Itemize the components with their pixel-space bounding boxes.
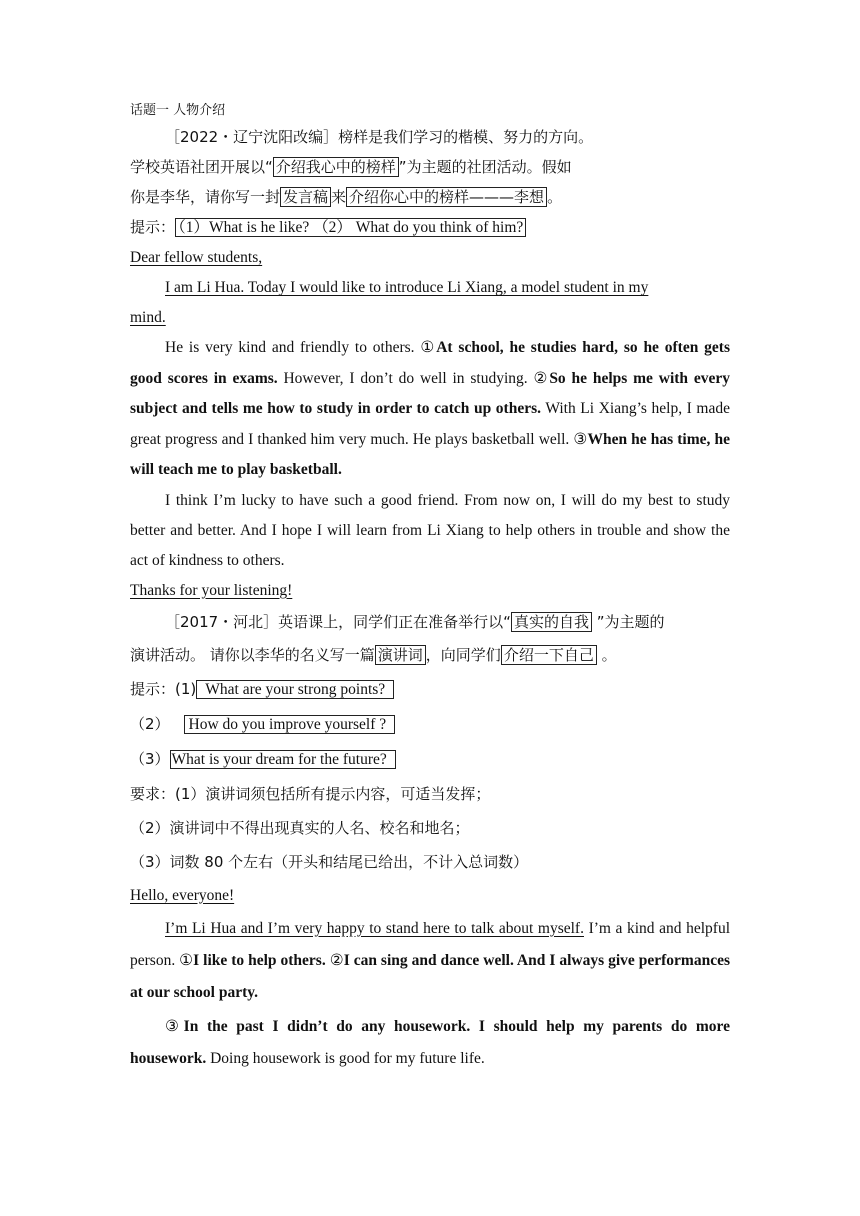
task1-genre-box: 发言稿 — [280, 187, 331, 207]
essay2-paragraph2: ③In the past I didn’t do any housework. I should help my parents do more housework. Doing housework is good for my future life. — [130, 1017, 730, 1067]
task2-hint1: 提示：(1) What are your strong points? — [130, 672, 730, 707]
task1-line3: 你是李华，请你写一封 发言稿 来 介绍你心中的榜样———李想 。 — [130, 188, 563, 206]
topic-heading: 话题一 人物介绍 — [130, 103, 226, 118]
essay2-paragraph1: I’m Li Hua and I’m very happy to stand here to talk about myself. I’m a kind and helpful person. ①I like to help others. ②I can sing and dance well. And I always give performances at our school party. — [130, 919, 730, 1001]
task2-hint2: （2） How do you improve yourself ? — [130, 707, 730, 742]
essay1-intro-line2: mind. — [130, 309, 166, 326]
task1-line2: 学校英语社团开展以“ 介绍我心中的榜样 ”为主题的社团活动。假如 — [130, 158, 572, 176]
task1-theme-box: 介绍我心中的榜样 — [273, 157, 399, 177]
essay1 — [130, 243, 730, 606]
task2-line1: ［2017・河北］英语课上，同学们正在准备举行以“ 真实的自我 ”为主题的 — [165, 612, 665, 631]
essay1-intro-line1: I am Li Hua. Today I would like to introduce Li Xiang, a model student in my — [165, 279, 649, 296]
essay1-greeting: Dear fellow students, — [130, 249, 263, 266]
task2-requirement1: 要求：(1）演讲词须包括所有提示内容，可适当发挥； — [130, 784, 491, 803]
task1-line1: ［2022・辽宁沈阳改编］榜样是我们学习的楷模、努力的方向。 — [165, 128, 594, 146]
task2-hint2-box: How do you improve yourself ? — [184, 715, 396, 734]
task1-hint-box: （1）What is he like? （2） What do you think of him? — [175, 218, 526, 237]
task1-hint: 提示： （1）What is he like? （2） What do you think of him? — [130, 212, 730, 243]
task2-hint3: （3） What is your dream for the future? — [130, 742, 730, 777]
essay2 — [130, 879, 730, 1075]
task1-purpose-box: 介绍你心中的榜样———李想 — [346, 187, 547, 207]
task2-genre-box: 演讲词 — [375, 645, 426, 665]
task2-purpose-box: 介绍一下自己 — [501, 645, 597, 665]
task2-hint3-box: What is your dream for the future? — [170, 750, 396, 769]
task2-theme-box: 真实的自我 — [511, 612, 592, 632]
essay1-paragraph1: He is very kind and friendly to others. ①At school, he studies hard, so he often gets good scores in exams. However, I don’t do well in studying. ②So he helps me with every subject and tells me how to study in order to catch up others. With Li Xiang’s help, I made great progress and I thanked him very much. He plays basketball well. ③When he has time, he will teach me to play basketball. — [130, 339, 731, 478]
essay1-closing: Thanks for your listening! — [130, 581, 293, 599]
document-page — [130, 100, 730, 1075]
task1-prompt — [130, 122, 730, 243]
essay1-paragraph2: I think I’m lucky to have such a good friend. From now on, I will do my best to study better and better. And I hope I will learn from Li Xiang to help others in trouble and show the act of kindness to others. — [130, 491, 730, 569]
task2-requirement3: （3）词数 80 个左右（开头和结尾已给出，不计入总词数） — [130, 852, 529, 871]
task2-prompt — [130, 606, 730, 879]
essay2-greeting: Hello, everyone! — [130, 886, 235, 904]
task2-hint1-box: What are your strong points? — [196, 680, 394, 699]
task2-requirement2: （2）演讲词中不得出现真实的人名、校名和地名； — [130, 818, 470, 837]
task2-line2: 演讲活动。 请你以李华的名义写一篇 演讲词 ，向同学们 介绍一下自己 。 — [130, 645, 617, 664]
